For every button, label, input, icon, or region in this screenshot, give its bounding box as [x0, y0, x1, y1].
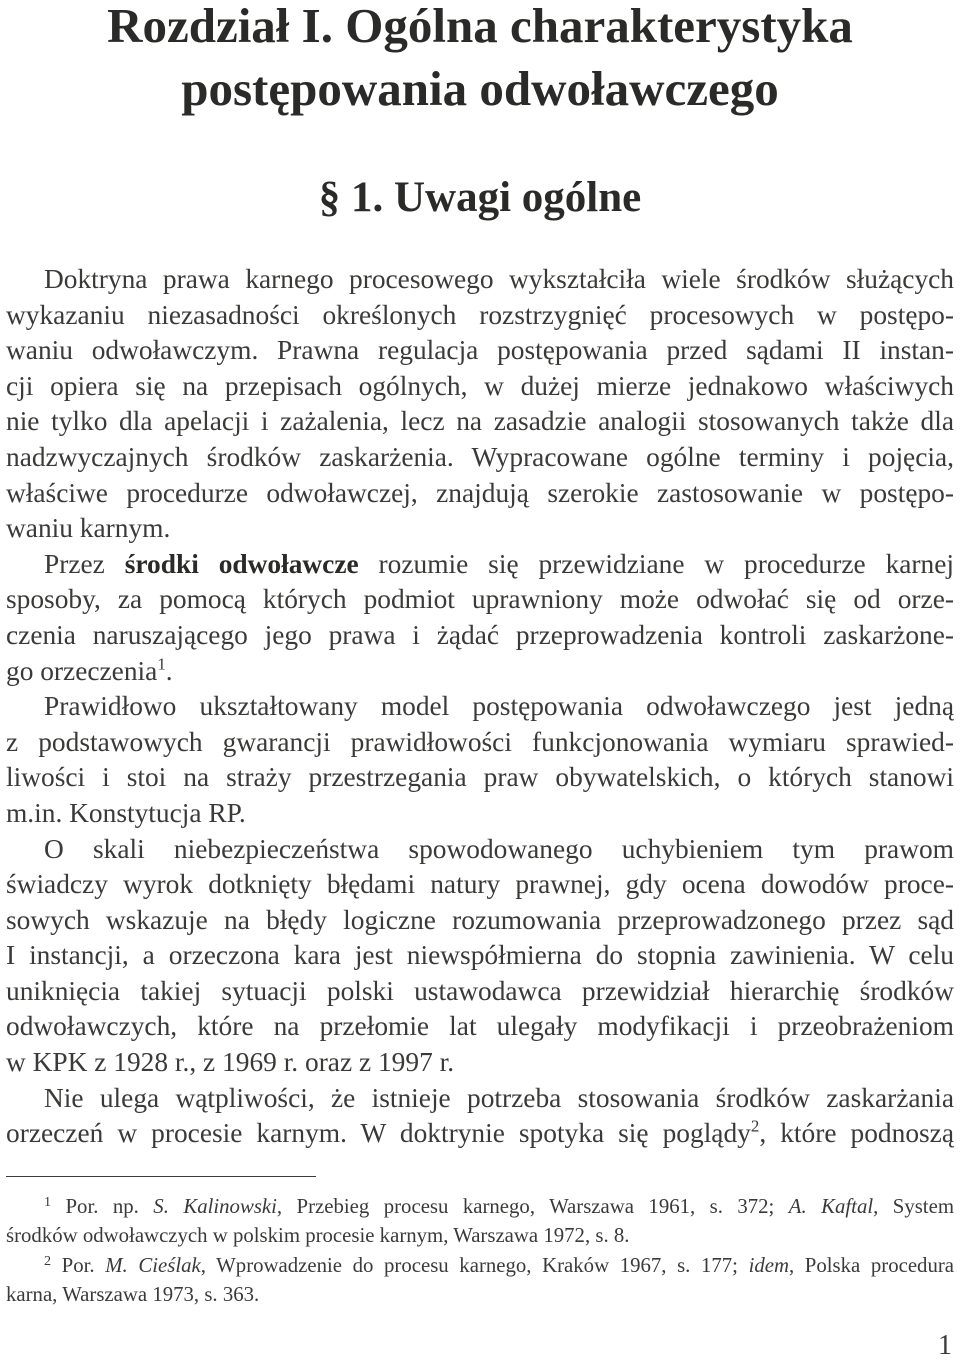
- paragraph-5: [6, 1081, 954, 1152]
- term-bold: środki odwoławcze: [124, 548, 359, 579]
- footnote-reference-1[interactable]: 1: [157, 654, 166, 673]
- text-run: Por. np.: [51, 1195, 154, 1218]
- footnote-2: [6, 1251, 954, 1310]
- author-name: idem: [748, 1253, 789, 1277]
- footnote-mark: 1: [44, 1193, 52, 1210]
- text-run: Przez: [44, 548, 125, 579]
- text-run: orzeczeń w procesie karnym. W doktrynie spotyka się poglądy: [6, 1118, 751, 1149]
- chapter-title-line-2: postępowania odwoławczego: [181, 61, 779, 116]
- text-line: m.in. Konstytucja RP.: [6, 797, 246, 828]
- text-run: Por.: [51, 1253, 106, 1277]
- text-line: odwoławczych, które na przełomie lat ulegały modyfikacji i przeobrażeniom: [6, 1011, 954, 1042]
- footnote-line: [6, 1192, 954, 1221]
- author-name: S. Kalinowski: [153, 1195, 277, 1218]
- text-line: O skali niebezpieczeństwa spowodowanego uchybieniem tym prawom: [44, 833, 954, 864]
- text-run: go orzeczenia: [6, 655, 158, 686]
- text-run: rozumie się przewidziane w procedurze karnej: [358, 548, 954, 579]
- footnote-line: karna, Warszawa 1973, s. 363.: [6, 1283, 260, 1307]
- footnote-line: [6, 1251, 954, 1280]
- text-line: z podstawowych gwarancji prawidłowości funkcjonowania wymiaru sprawied-: [6, 726, 954, 757]
- text-line: Nie ulega wątpliwości, że istnieje potrzeba stosowania środków zaskarżania: [44, 1082, 954, 1113]
- text-run: , Polska procedura: [789, 1253, 954, 1277]
- text-line: [6, 547, 954, 583]
- author-name: M. Cieślak: [105, 1253, 201, 1277]
- text-line: Doktryna prawa karnego procesowego wykształciła wiele środków służących: [44, 264, 954, 294]
- footnote-reference-2[interactable]: 2: [750, 1116, 760, 1136]
- footnotes: [6, 1192, 954, 1310]
- text-line: nadzwyczajnych środków zaskarżenia. Wypracowane ogólne terminy i pojęcia,: [6, 441, 954, 472]
- text-line: [6, 654, 954, 690]
- footnote-line: środków odwoławczych w polskim procesie karnym, Warszawa 1972, s. 8.: [6, 1224, 630, 1248]
- text-line: czenia naruszającego jego prawa i żądać przeprowadzenia kontroli zaskarżone-: [6, 619, 954, 650]
- paragraph-1: [6, 262, 954, 547]
- footnote-mark: 2: [44, 1252, 52, 1269]
- text-line: I instancji, a orzeczona kara jest niewspółmierna do stopnia zawinienia. W celu: [6, 940, 954, 971]
- text-line: nie tylko dla apelacji i zażalenia, lecz na zasadzie analogii stosowanych także dla: [6, 406, 954, 437]
- footnote-separator: [6, 1176, 316, 1177]
- text-run: , Wprowadzenie do procesu karnego, Kraków 1967, s. 177;: [200, 1253, 749, 1277]
- paragraph-3: [6, 689, 954, 831]
- chapter-title: [0, 0, 960, 120]
- body-text: [6, 262, 954, 1152]
- text-line: waniu odwoławczym. Prawna regulacja postępowania przed sądami II instan-: [6, 335, 954, 366]
- text-line: świadczy wyrok dotknięty błędami natury prawnej, gdy ocena dowodów proce-: [6, 869, 954, 900]
- text-run: , które podnoszą: [759, 1118, 954, 1149]
- text-line: liwości i stoi na straży przestrzegania praw obywatelskich, o których stanowi: [6, 762, 954, 793]
- section-title: § 1. Uwagi ogólne: [318, 174, 642, 221]
- footnote-1: [6, 1192, 954, 1251]
- page-number: 1: [938, 1330, 952, 1361]
- paragraph-4: [6, 832, 954, 1081]
- text-line: wykazaniu niezasadności określonych rozstrzygnięć procesowych w postępo-: [6, 299, 954, 330]
- text-run: .: [165, 655, 173, 686]
- chapter-title-line-1: Rozdział I. Ogólna charakterystyka: [107, 0, 853, 53]
- text-line: Prawidłowo ukształtowany model postępowania odwoławczego jest jedną: [44, 691, 954, 722]
- text-line: sowych wskazuje na błędy logiczne rozumowania przeprowadzonego przez sąd: [6, 904, 954, 935]
- paragraph-2: [6, 547, 954, 689]
- text-line: sposoby, za pomocą których podmiot uprawniony może odwołać się od orze-: [6, 584, 954, 615]
- text-line: cji opiera się na przepisach ogólnych, w dużej mierze jednakowo właściwych: [6, 370, 954, 401]
- text-line: właściwe procedurze odwoławczej, znajdują szerokie zastosowanie w postępo-: [6, 477, 954, 508]
- author-name: A. Kaftal: [788, 1195, 874, 1218]
- text-run: , System: [873, 1195, 954, 1218]
- text-line: w KPK z 1928 r., z 1969 r. oraz z 1997 r.: [6, 1047, 455, 1078]
- text-line: waniu karnym.: [6, 513, 171, 544]
- text-line: [6, 1116, 954, 1152]
- text-run: , Przebieg procesu karnego, Warszawa 1961, s. 372;: [276, 1195, 789, 1218]
- text-line: uniknięcia takiej sytuacji polski ustawodawca przewidział hierarchię środków: [6, 975, 954, 1006]
